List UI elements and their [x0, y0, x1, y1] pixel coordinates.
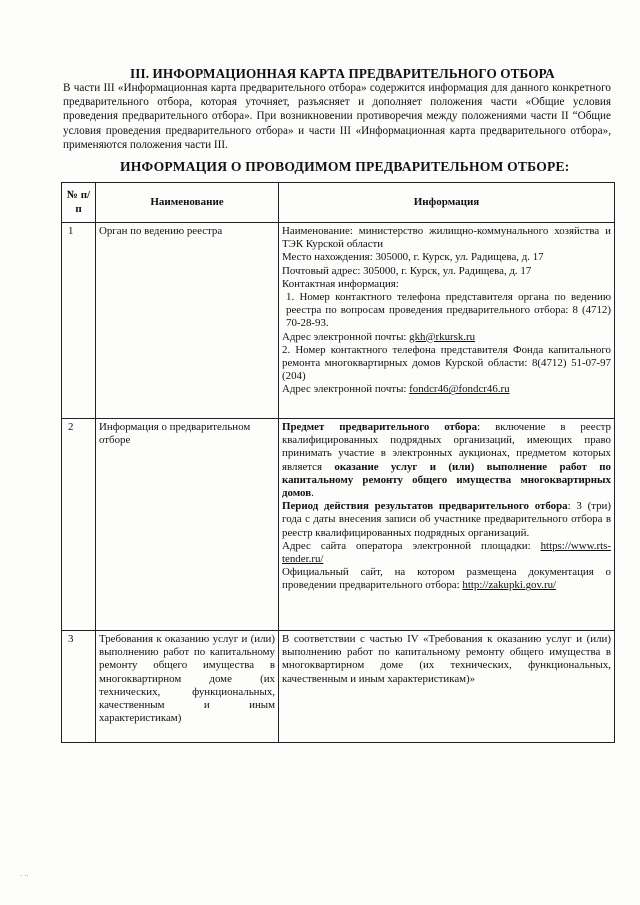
- email-line: [282, 383, 611, 396]
- subject-paragraph: [282, 421, 611, 500]
- row-info: [279, 223, 615, 419]
- official-paragraph: [282, 566, 611, 592]
- email-link[interactable]: gkh@rkursk.ru: [409, 330, 476, 343]
- row-info: В соответствии с частью IV «Требования к оказанию услуг и (или) выполнению работ по капитальному ремонту общего имущества в многоквартирном доме (их технических, функциональных, качественным и иным характеристикам)»: [279, 631, 615, 743]
- section-title: III. ИНФОРМАЦИОННАЯ КАРТА ПРЕДВАРИТЕЛЬНОГО ОТБОРА: [130, 66, 555, 81]
- email-label: Адрес электронной почты:: [282, 330, 410, 343]
- site-paragraph: [282, 540, 611, 566]
- email-link[interactable]: fondcr46@fondcr46.ru: [409, 383, 510, 396]
- header-num: № п/п: [62, 183, 96, 223]
- site-label: Адрес сайта оператора электронной площадки:: [282, 539, 541, 552]
- row-number: 2: [62, 419, 96, 631]
- site-link[interactable]: https://www.rts-tender.ru/: [282, 539, 611, 566]
- info-line: Наименование: министерство жилищно-коммунального хозяйства и ТЭК Курской области: [282, 225, 611, 251]
- period-label: Период действия результатов предварительного отбора: [282, 500, 568, 513]
- row-number: 1: [62, 223, 96, 419]
- row-name: Информация о предварительном отборе: [96, 419, 279, 631]
- table-row: [62, 419, 615, 631]
- row-name: Требования к оказанию услуг и (или) выполнению работ по капитальному ремонту общего имущества в многоквартирном доме (их технических, функциональных, качественным и иным характеристикам): [96, 631, 279, 743]
- period-paragraph: [282, 500, 611, 540]
- email-label: Адрес электронной почты:: [282, 383, 410, 396]
- email-line: [282, 331, 611, 344]
- subject-bold: оказание услуг и (или) выполнение работ по капитальному ремонту общего имущества многоквартирных домов: [282, 460, 611, 500]
- subject-end: .: [311, 487, 314, 500]
- header-info: Информация: [279, 183, 615, 223]
- table-row: [62, 631, 615, 743]
- official-label: Официальный сайт, на котором размещена документация о проведении предварительного отбора:: [282, 566, 611, 592]
- table-header-row: [62, 183, 615, 223]
- table-row: [62, 223, 615, 419]
- header-name: Наименование: [96, 183, 279, 223]
- row-info: [279, 419, 615, 631]
- period-colon: :: [567, 500, 571, 513]
- info-line: 1. Номер контактного телефона представителя органа по ведению реестра по вопросам проведения предварительного отбора: 8 (4712) 70-28-93.: [286, 291, 611, 330]
- row-name: Орган по ведению реестра: [96, 223, 279, 419]
- info-line: Место нахождения: 305000, г. Курск, ул. Радищева, д. 17: [282, 251, 544, 264]
- info-title: ИНФОРМАЦИЯ О ПРОВОДИМОМ ПРЕДВАРИТЕЛЬНОМ ОТБОРЕ:: [120, 159, 570, 174]
- subject-text: : включение в реестр квалифицированных подрядных организаций, имеющих право принимать участие в электронных аукционах, предметом которых является: [282, 421, 611, 473]
- scan-mark: · ··: [20, 872, 29, 880]
- intro-paragraph: В части III «Информационная карта предварительного отбора» содержится информация для данного конкретного предварительного отбора, которая уточняет, разъясняет и дополняет положения части «Общие условия проведения предварительного отбора». При возникновении противоречия между положениями части II “Общие условия проведения предварительного отбора» и части III «Информационная карта предварительного отбора», применяются положения части III.: [63, 82, 611, 151]
- period-text: 3 (три) года с даты внесения записи об участнике предварительного отбора в реестр квалифицированных подрядных организаций.: [282, 500, 611, 539]
- info-line: 2. Номер контактного телефона представителя Фонда капитального ремонта многоквартирных домов Курской области: 8(4712) 51-07-97 (204): [282, 343, 611, 383]
- row-number: 3: [62, 631, 96, 743]
- subject-label: Предмет предварительного отбора: [282, 421, 478, 433]
- official-link[interactable]: http://zakupki.gov.ru/: [462, 579, 557, 592]
- info-line: Почтовый адрес: 305000, г. Курск, ул. Радищева, д. 17: [282, 264, 532, 277]
- info-table: [61, 182, 615, 743]
- info-line: Контактная информация:: [282, 277, 399, 290]
